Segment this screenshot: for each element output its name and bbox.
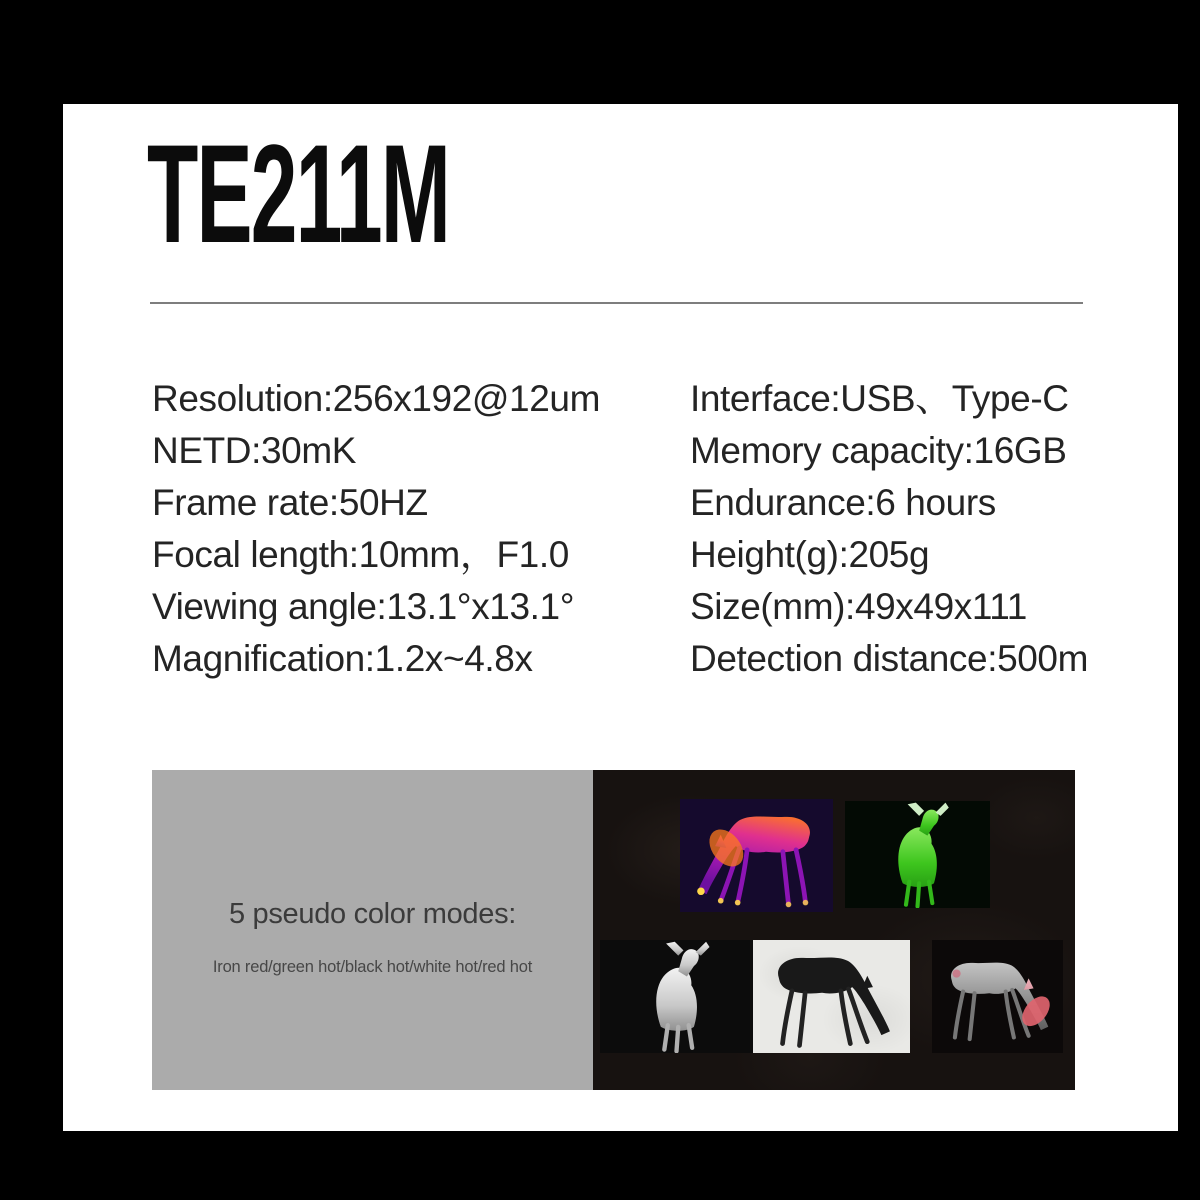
spec-weight: Height(g):205g [690,534,930,575]
color-modes-list: Iron red/green hot/black hot/white hot/red hot [212,957,533,976]
black-hot-deer-icon [753,940,910,1053]
spec-interface: Interface:USB、Type-C [690,378,1069,419]
thermal-images-panel [593,770,1075,1090]
white-hot-deer-icon [600,940,753,1053]
thermal-image-black-hot [753,940,910,1053]
spec-list-left [152,373,600,685]
green-hot-deer-icon [845,801,990,908]
thermal-image-green-hot [845,801,990,908]
thermal-image-red-hot [932,940,1063,1053]
thermal-image-iron-red [680,799,833,912]
spec-viewing-angle: Viewing angle:13.1°x13.1° [152,586,575,627]
spec-frame-rate: Frame rate:50HZ [152,482,428,523]
product-card [63,104,1178,1131]
color-modes-label-box [152,770,593,1090]
spec-size: Size(mm):49x49x111 [690,586,1027,627]
product-title: TE211M [147,115,450,272]
thermal-image-white-hot [600,940,753,1053]
spec-memory-capacity: Memory capacity:16GB [690,430,1067,471]
spec-endurance: Endurance:6 hours [690,482,996,523]
spec-netd: NETD:30mK [152,430,357,471]
iron-red-deer-icon [680,799,833,912]
spec-focal-length: Focal length:10mm，F1.0 [152,534,569,575]
spec-detection-distance: Detection distance:500m [690,638,1089,679]
red-hot-deer-icon [932,940,1063,1053]
color-modes-heading: 5 pseudo color modes: [228,897,517,930]
spec-list-right [690,373,1088,685]
spec-resolution: Resolution:256x192@12um [152,378,600,419]
spec-magnification: Magnification:1.2x~4.8x [152,638,533,679]
divider-line [150,302,1083,304]
